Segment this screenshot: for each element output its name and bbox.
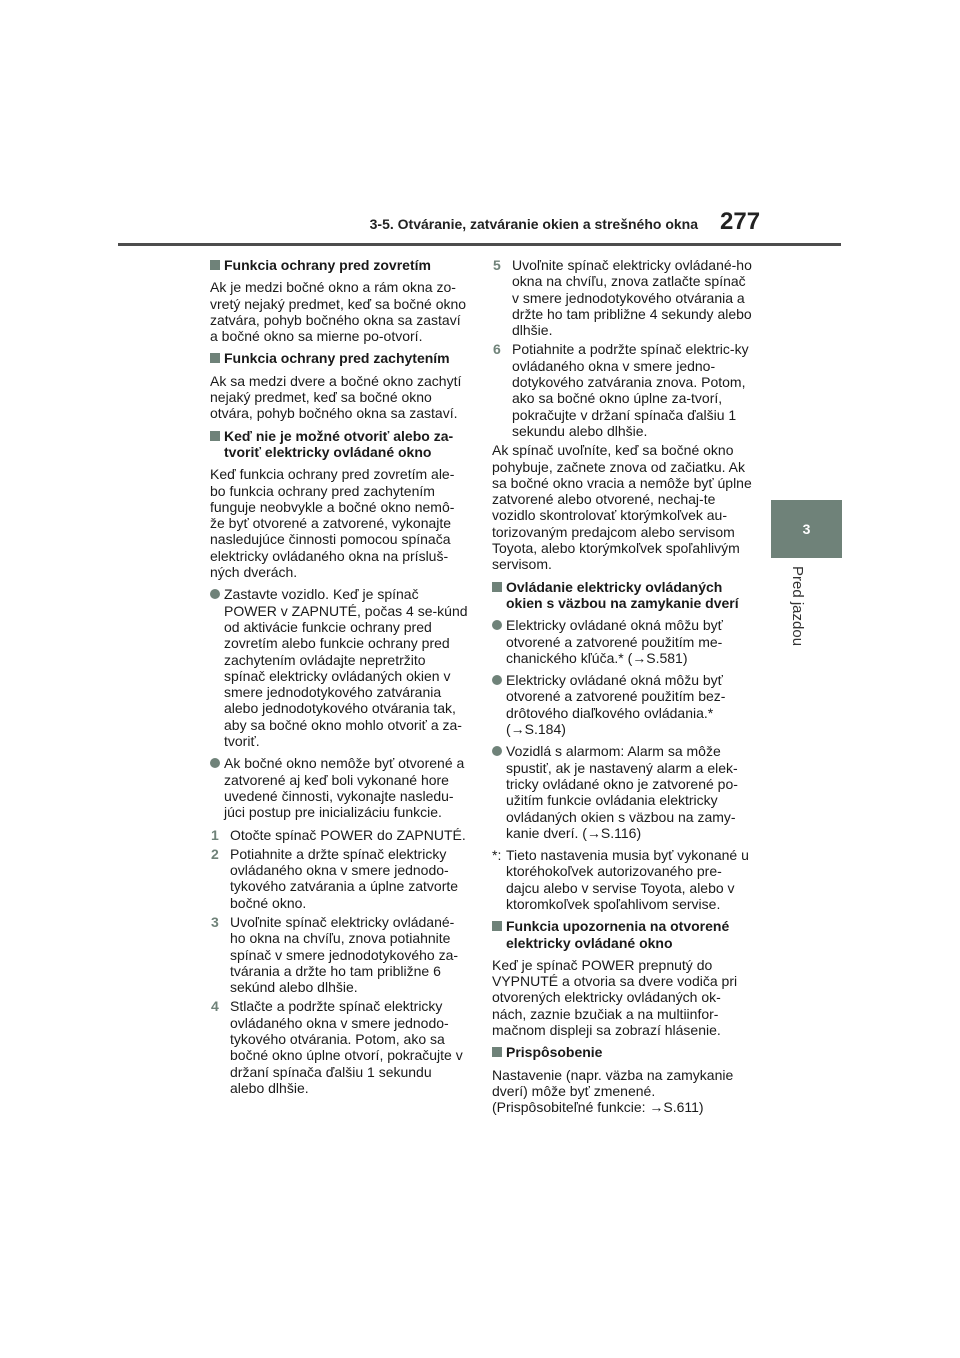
header-divider: [118, 243, 841, 246]
step-text: Uvoľnite spínač elektricky ovládané-ho okna na chvíľu, znova potiahnite spínač v smere jednodotykového za-tvárania a držte ho tam približne 6 sekúnd alebo dlhšie.: [230, 913, 459, 996]
section-heading: Ovládanie elektricky ovládaných okien s väzbou na zamykanie dverí: [492, 579, 754, 612]
section-heading: Funkcia upozornenia na otvorené elektricky ovládané okno: [492, 918, 754, 951]
round-bullet-icon: [492, 675, 502, 685]
step-item: [492, 341, 754, 439]
step-item: [210, 998, 468, 1096]
round-bullet-icon: [492, 746, 502, 756]
left-column: [210, 257, 468, 1099]
square-bullet-icon: [210, 353, 220, 363]
bullet-item: Elektricky ovládané okná môžu byť otvorené a zatvorené použitím me-chanického kľúča.* (→S.581): [492, 617, 754, 666]
step-text: Potiahnite a držte spínač elektricky ovládaného okna v smere jednodo-tykového zatvárania a úplne zatvorte bočné okno.: [230, 845, 459, 911]
page-number: 277: [720, 208, 761, 235]
step-number: 2: [211, 845, 219, 862]
section-heading: Funkcia ochrany pred zachytením: [210, 350, 468, 366]
round-bullet-icon: [210, 758, 220, 768]
section-heading: Prispôsobenie: [492, 1044, 754, 1060]
footnote: [492, 847, 754, 912]
step-item: [210, 846, 468, 911]
section-heading: Keď nie je možné otvoriť alebo za-tvoriť elektricky ovládané okno: [210, 428, 468, 461]
paragraph: Ak spínač uvoľníte, keď sa bočné okno pohybuje, začnete znova od začiatku. Ak sa bočné okno vracia a nemôže byť úplne zatvorené alebo otvorené, nechaj-te vozidlo skontrolovať ktorýmkoľvek au-torizovaným predajcom alebo servisom Toyota, alebo ktorýmkoľvek spoľahlivým servisom.: [492, 442, 752, 573]
bullet-item: Vozidlá s alarmom: Alarm sa môže spustiť, ak je nastavený alarm a elek-tricky ovládané okno je zatvorené po-užitím funkcie ovládania elektricky ovládaných okien s väzbou na zamy-kanie dverí. (→S.116): [492, 743, 754, 841]
step-number: 5: [493, 257, 501, 273]
paragraph: Ak sa medzi dvere a bočné okno zachytí nejaký predmet, keď sa bočné okno otvára, pohyb bočného okna sa zastaví.: [210, 372, 462, 422]
bullet-item: Ak bočné okno nemôže byť otvorené a zatvorené aj keď boli vykonané hore uvedené činnosti, vykonajte nasledu-júci postup pre inicializáciu funkcie.: [210, 755, 468, 820]
bullet-item: Elektricky ovládané okná môžu byť otvorené a zatvorené použitím bez-drôtového diaľkového ovládania.* (→S.184): [492, 672, 754, 737]
paragraph: Ak je medzi bočné okno a rám okna zo-vretý nejaký predmet, keď sa bočné okno zatvára, pohyb bočného okna sa zastaví a bočné okno sa mierne po-otvorí.: [210, 279, 467, 345]
chapter-tab: 3: [771, 500, 842, 558]
step-text: Uvoľnite spínač elektricky ovládané-ho okna na chvíľu, znova zatlačte spínač v smere jednodotykového otvárania a držte ho tam približne 4 sekundy alebo dlhšie.: [512, 257, 752, 339]
step-text: Potiahnite a podržte spínač elektric-ky ovládaného okna v smere jedno-dotykového zatvárania znova. Potom, ako sa bočné okno úplne za-tvorí, pokračujte v držaní spínača ďalšiu 1 sekundu alebo dlhšie.: [512, 341, 749, 439]
chapter-label: Pred jazdou: [789, 566, 806, 647]
step-item: [210, 827, 468, 843]
step-number: 1: [211, 826, 219, 843]
step-number: 6: [493, 341, 501, 358]
round-bullet-icon: [210, 589, 220, 599]
footnote-text: Tieto nastavenia musia byť vykonané u ktoréhokoľvek autorizovaného pre-dajcu alebo v servise Toyota, alebo v ktoromkoľvek spoľahlivom servise.: [506, 847, 749, 912]
paragraph: Keď funkcia ochrany pred zovretím ale-bo funkcia ochrany pred zachytením funguje neobvykle a bočné okno nemô-že byť otvorené a zatvorené, vykonajte nasledujúce činnosti pomocou spínača elektricky ovládaného okna na prísluš-ných dverách.: [210, 466, 455, 581]
right-column: [492, 257, 754, 1122]
square-bullet-icon: [210, 431, 220, 441]
step-number: 3: [211, 913, 219, 930]
step-number: 4: [211, 998, 219, 1015]
paragraph: Keď je spínač POWER prepnutý do VYPNUTÉ a otvoria sa dvere vodiča pri otvorených elektricky ovládaných ok-nách, zaznie bzučiak a na multiinfor-mačnom displeji sa zobrazí hlásenie.: [492, 956, 738, 1039]
square-bullet-icon: [492, 921, 502, 931]
section-title: 3-5. Otváranie, zatváranie okien a strešného okna: [369, 216, 698, 232]
square-bullet-icon: [492, 582, 502, 592]
section-heading: Funkcia ochrany pred zovretím: [210, 257, 468, 273]
bullet-item: Zastavte vozidlo. Keď je spínač POWER v ZAPNUTÉ, počas 4 se-kúnd od aktivácie funkcie ochrany pred zovretím alebo funkcie ochrany pred zachytením ovládajte nepretržito spínač elektricky ovládaných okien v smere jednodotykového zatvárania alebo jednodotykového otvárania tak, aby sa bočné okno mohlo otvoriť a za-tvoriť.: [210, 586, 468, 749]
step-text: Stlačte a podržte spínač elektricky ovládaného okna v smere jednodo-tykového otvárania. Potom, ako sa bočné okno úplne otvorí, pokračujte v držaní spínača ďalšiu 1 sekundu alebo dlhšie.: [230, 998, 463, 1096]
footnote-mark: *:: [492, 847, 502, 864]
step-item: [492, 257, 754, 338]
square-bullet-icon: [210, 260, 220, 270]
round-bullet-icon: [492, 620, 502, 630]
square-bullet-icon: [492, 1047, 502, 1057]
paragraph: Nastavenie (napr. väzba na zamykanie dverí) môže byť zmenené. (Prispôsobiteľné funkcie: →S.611): [492, 1066, 734, 1116]
step-text: Otočte spínač POWER do ZAPNUTÉ.: [230, 826, 466, 843]
step-item: [210, 914, 468, 995]
